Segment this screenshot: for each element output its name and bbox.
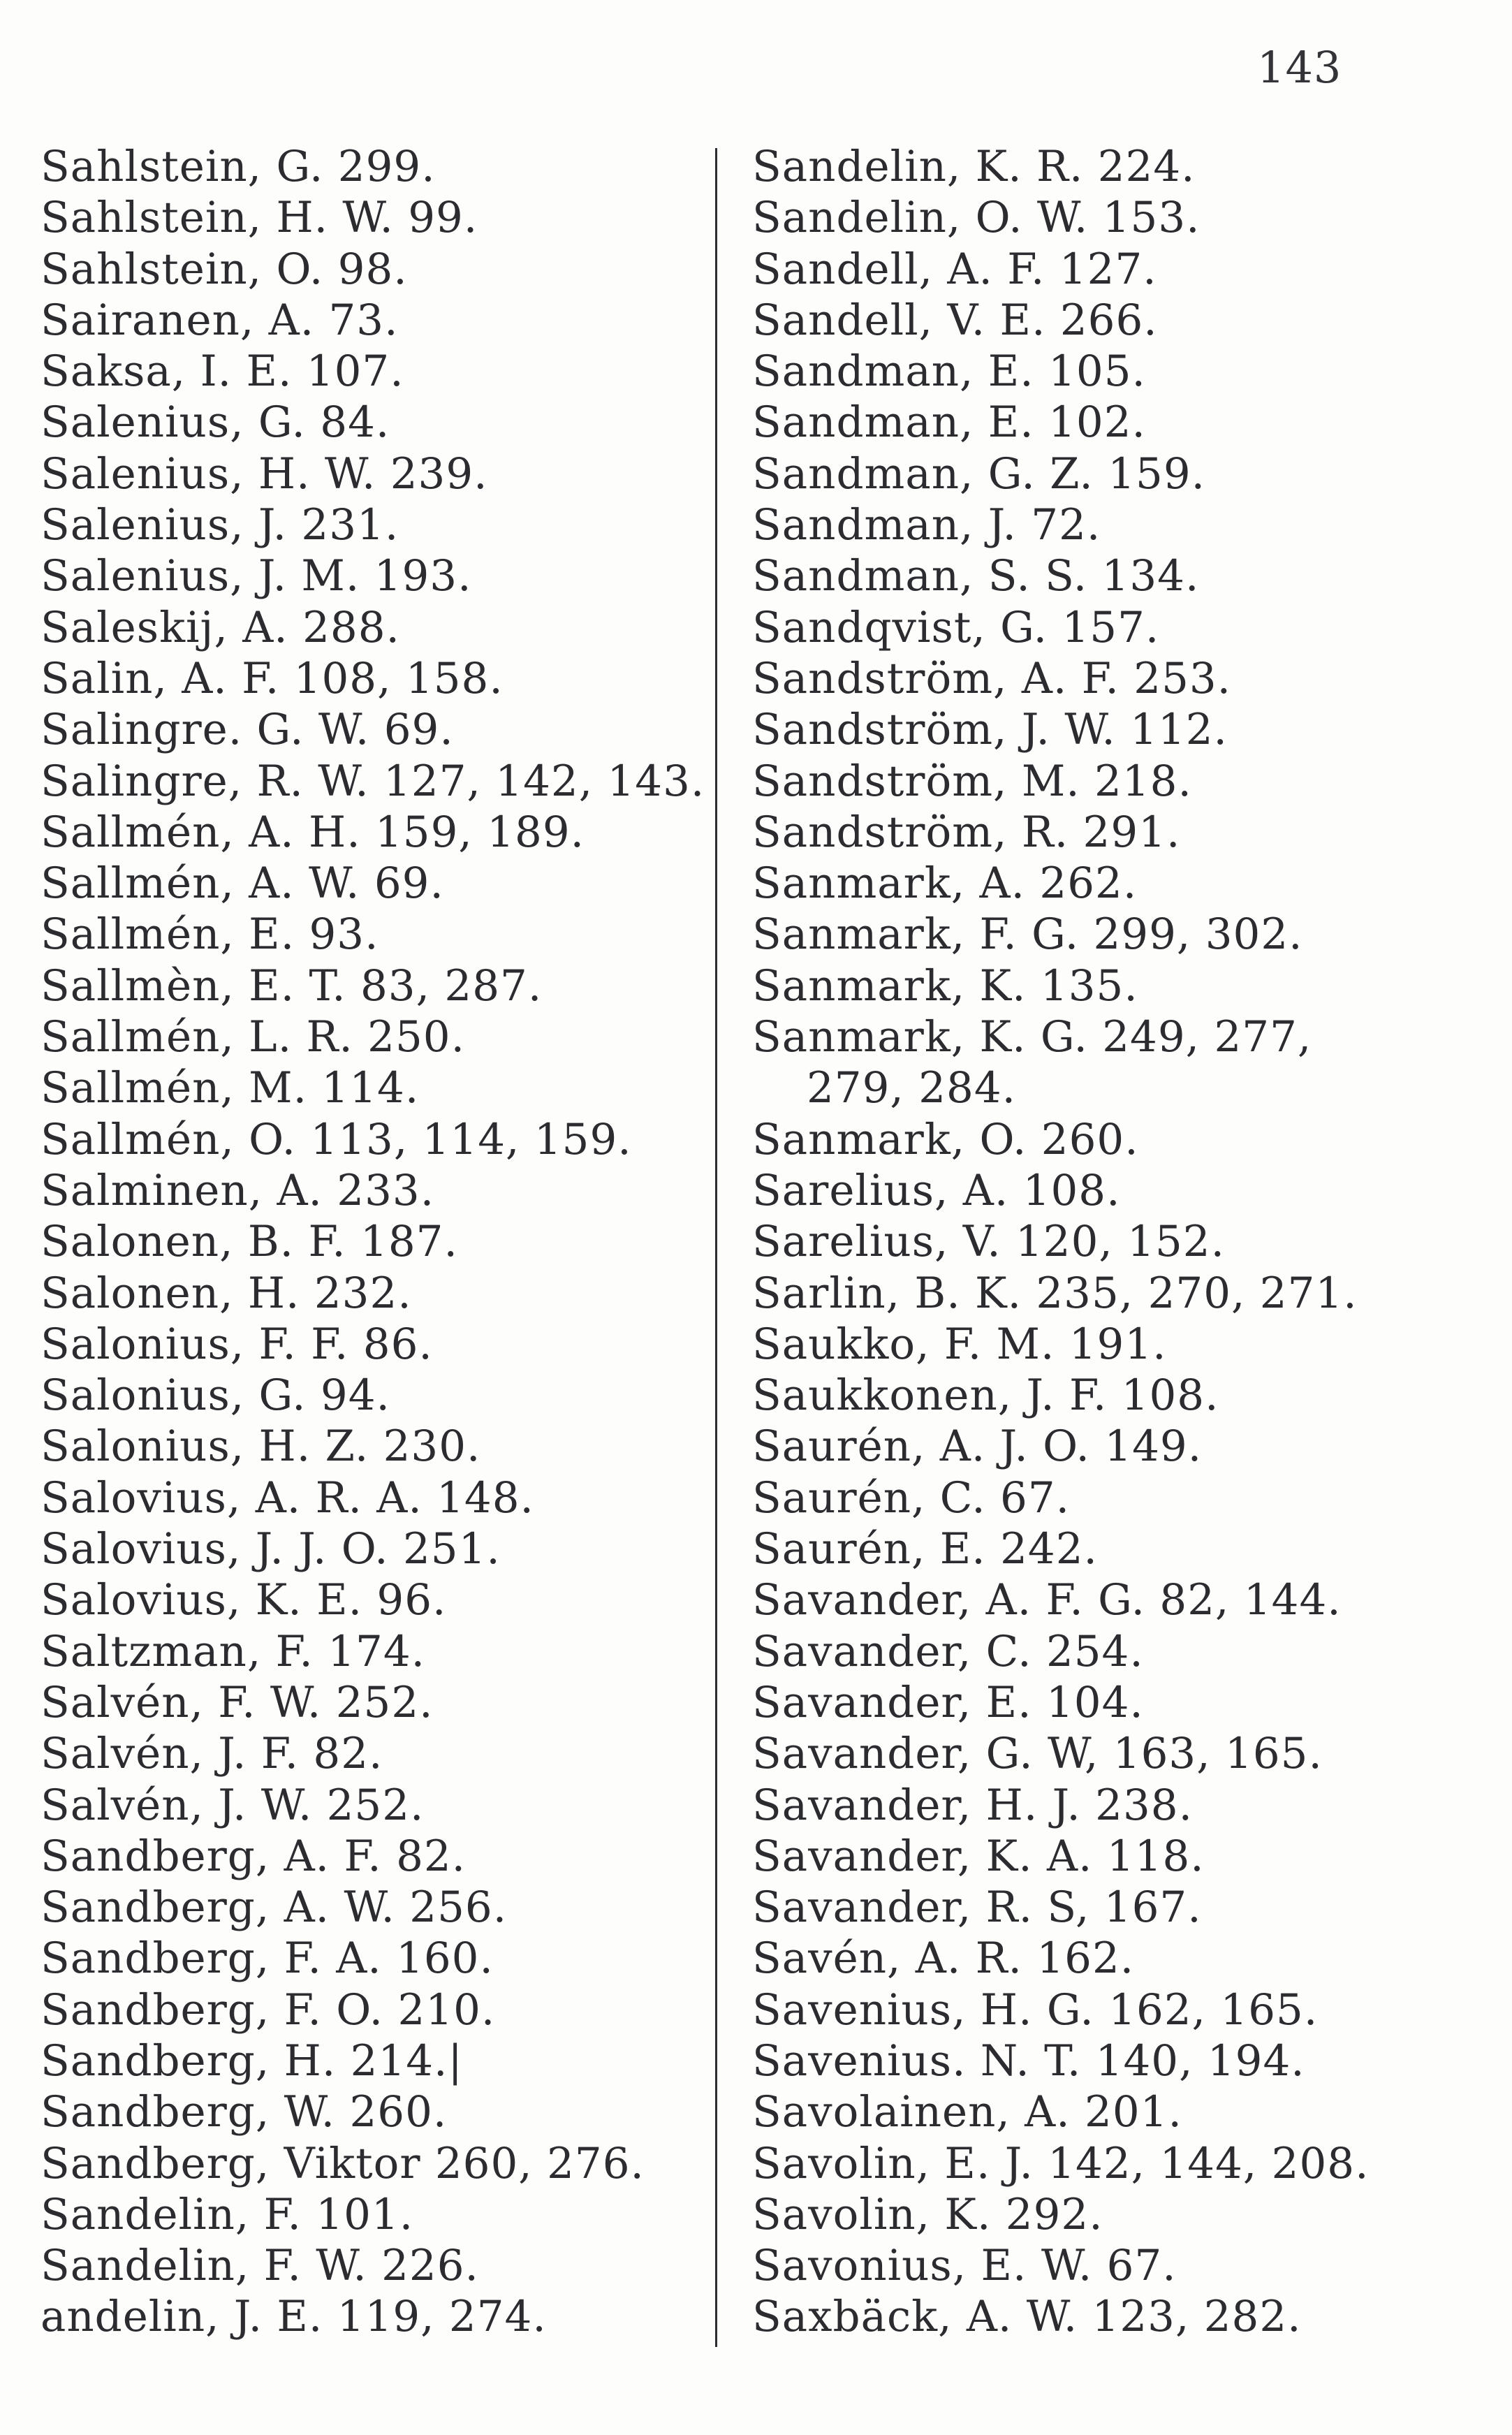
index-entry: Savenius. N. T. 140, 194. [752, 2035, 1305, 2086]
index-entry: Sandberg, A. W. 256. [41, 1882, 508, 1933]
index-entry: Sallmén, A. W. 69. [41, 858, 444, 909]
index-entry: Saukko, F. M. 191. [752, 1319, 1167, 1369]
index-entry: Sanmark, F. G. 299, 302. [752, 909, 1303, 960]
index-entry: Sandelin, O. W. 153. [752, 193, 1201, 243]
index-entry: Savander, C. 254. [752, 1626, 1144, 1676]
index-entry: Sahlstein, O. 98. [41, 244, 408, 294]
index-entry: Saukkonen, J. F. 108. [752, 1370, 1219, 1421]
index-entry: Saxbäck, A. W. 123, 282. [752, 2292, 1302, 2342]
index-entry: Sandman, E. 105. [752, 346, 1146, 397]
index-entry: Sanmark, K. 135. [752, 960, 1138, 1011]
index-entry: Salenius, J. 231. [41, 500, 399, 550]
index-entry: Sandman, E. 102. [752, 397, 1146, 448]
index-entry: Sandman, G. Z. 159. [752, 448, 1206, 499]
index-entry: Salingre. G. W. 69. [41, 705, 454, 755]
index-entry: Sallmén, O. 113, 114, 159. [41, 1114, 632, 1164]
index-entry: Sandelin, F. 101. [41, 2189, 414, 2239]
index-entry: Salonius, G. 94. [41, 1370, 390, 1421]
index-entry: andelin, J. E. 119, 274. [41, 2292, 547, 2342]
index-entry: Sandström, A. F. 253. [752, 653, 1232, 703]
index-entry: Salonen, H. 232. [41, 1268, 412, 1318]
index-entry: Savenius, H. G. 162, 165. [752, 1984, 1319, 2035]
index-entry: Salvén, F. W. 252. [41, 1677, 434, 1727]
index-entry: Sallmén, M. 114. [41, 1063, 420, 1113]
index-entry: Savander, G. W, 163, 165. [752, 1729, 1323, 1779]
index-entry: Sandström, J. W. 112. [752, 705, 1228, 755]
index-entry: Sanmark, O. 260. [752, 1114, 1139, 1164]
index-entry: Sandberg, H. 214.| [41, 2035, 463, 2086]
index-entry: Savolin, E. J. 142, 144, 208. [752, 2138, 1370, 2188]
index-entry: Salvén, J. F. 82. [41, 1729, 383, 1779]
index-entry: Sahlstein, H. W. 99. [41, 193, 478, 243]
index-entry: Sandström, M. 218. [752, 756, 1192, 806]
index-entry: Sallmén, E. 93. [41, 909, 379, 960]
index-entry: Sandberg, A. F. 82. [41, 1831, 467, 1881]
index-entry: Salovius, K. E. 96. [41, 1575, 447, 1625]
index-entry: Savolin, K. 292. [752, 2189, 1103, 2239]
index-entry: Sahlstein, G. 299. [41, 142, 436, 191]
index-entry: Salovius, J. J. O. 251. [41, 1524, 501, 1574]
index-entry: Salonius, H. Z. 230. [41, 1421, 481, 1472]
index-entry: Sandell, V. E. 266. [752, 295, 1158, 345]
index-entry: Sarlin, B. K. 235, 270, 271. [752, 1268, 1358, 1318]
index-entry: Savander, R. S, 167. [752, 1882, 1202, 1933]
index-entry: Salminen, A. 233. [41, 1165, 435, 1215]
index-entry: Sanmark, A. 262. [752, 858, 1138, 909]
index-entry: Salovius, A. R. A. 148. [41, 1472, 534, 1523]
index-entry: Salingre, R. W. 127, 142, 143. [41, 756, 705, 806]
index-entry: Sandberg, F. O. 210. [41, 1984, 496, 2035]
index-entry: Sandman, J. 72. [752, 500, 1101, 550]
index-entry: Sandelin, K. R. 224. [752, 142, 1196, 191]
index-entry: Sandberg, W. 260. [41, 2087, 448, 2137]
index-entry: Sallmèn, E. T. 83, 287. [41, 960, 543, 1011]
index-entry: Sandström, R. 291. [752, 807, 1181, 857]
index-entry: Saurén, E. 242. [752, 1524, 1098, 1574]
index-entry: Sallmén, A. H. 159, 189. [41, 807, 585, 857]
index-entry: Saleskij, A. 288. [41, 602, 400, 652]
index-entry: Sarelius, V. 120, 152. [752, 1217, 1226, 1267]
index-entry: Salenius, J. M. 193. [41, 551, 472, 601]
index-entry: Salenius, H. W. 239. [41, 448, 488, 499]
index-entry: Savolainen, A. 201. [752, 2087, 1182, 2137]
index-entry: Sandqvist, G. 157. [752, 602, 1160, 652]
index-entry: Saksa, I. E. 107. [41, 346, 404, 397]
index-entry: Saurén, C. 67. [752, 1472, 1071, 1523]
index-entry-continuation: 279, 284. [807, 1063, 1017, 1113]
index-entry: Salonen, B. F. 187. [41, 1217, 458, 1267]
index-entry: Savonius, E. W. 67. [752, 2241, 1177, 2291]
index-entry: Salenius, G. 84. [41, 397, 390, 448]
index-entry: Sanmark, K. G. 249, 277, [752, 1012, 1312, 1062]
index-entry: Sallmén, L. R. 250. [41, 1012, 466, 1062]
index-entry: Saurén, A. J. O. 149. [752, 1421, 1203, 1472]
index-entry: Sandman, S. S. 134. [752, 551, 1200, 601]
index-entry: Savander, H. J. 238. [752, 1780, 1193, 1830]
index-entry: Saltzman, F. 174. [41, 1626, 426, 1676]
index-entry: Sairanen, A. 73. [41, 295, 399, 345]
index-entry: Salonius, F. F. 86. [41, 1319, 433, 1369]
index-entry: Sandell, A. F. 127. [752, 244, 1157, 294]
index-entry: Savander, E. 104. [752, 1677, 1144, 1727]
index-entry: Savander, K. A. 118. [752, 1831, 1205, 1881]
page-number: 143 [1257, 42, 1342, 93]
index-entry: Salin, A. F. 108, 158. [41, 653, 504, 703]
index-entry: Savén, A. R. 162. [752, 1933, 1135, 1984]
index-entry: Sandelin, F. W. 226. [41, 2241, 479, 2291]
index-entry: Sarelius, A. 108. [752, 1165, 1121, 1215]
index-entry: Sandberg, Viktor 260, 276. [41, 2138, 645, 2188]
index-entry: Savander, A. F. G. 82, 144. [752, 1575, 1342, 1625]
index-entry: Salvén, J. W. 252. [41, 1780, 425, 1830]
index-column-right [752, 141, 1485, 2343]
column-divider [715, 148, 717, 2347]
index-column-left [41, 141, 746, 2343]
index-entry: Sandberg, F. A. 160. [41, 1933, 494, 1984]
